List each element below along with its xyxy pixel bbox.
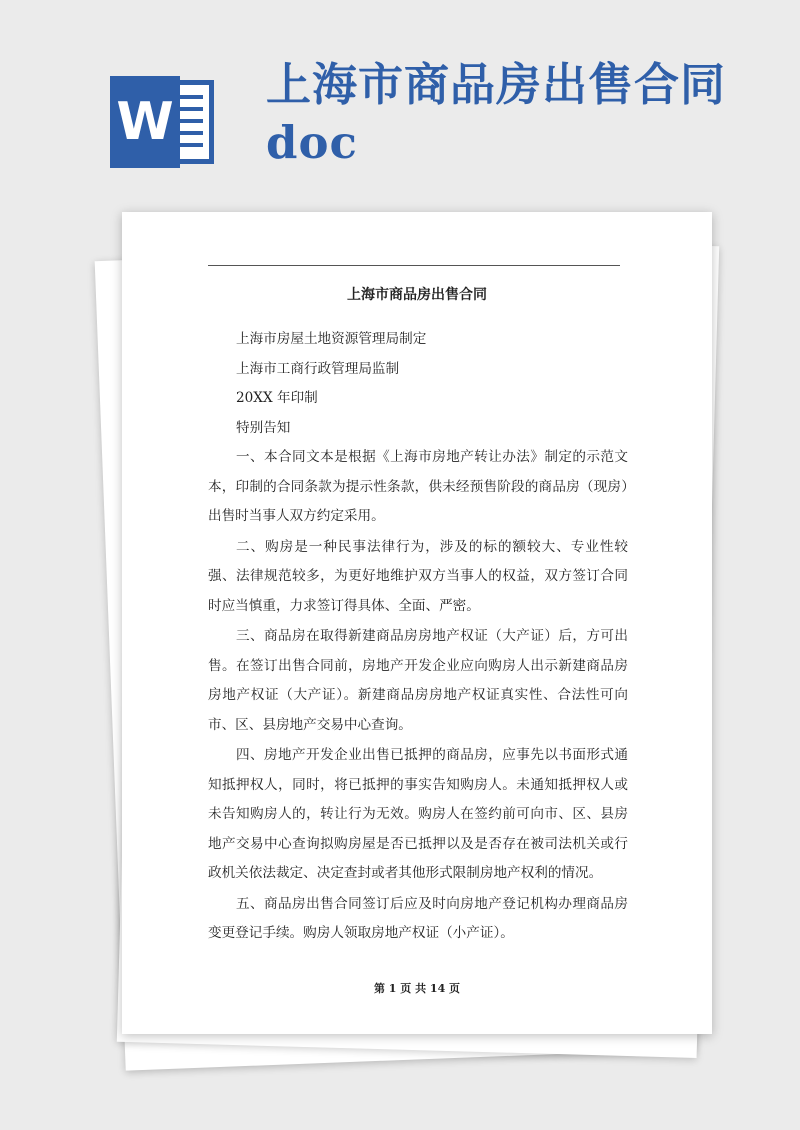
paragraph: 一、本合同文本是根据《上海市房地产转让办法》制定的示范文本，印制的合同条款为提示性条款，供未经预售阶段的商品房（现房）出售时当事人双方约定采用。 bbox=[208, 449, 628, 524]
page-number: 第 1 页 共 14 页 bbox=[373, 982, 461, 995]
word-document-icon bbox=[110, 72, 220, 172]
contract-heading: 上海市商品房出售合同 bbox=[347, 287, 487, 303]
paragraph: 四、房地产开发企业出售已抵押的商品房，应事先以书面形式通知抵押权人，同时，将已抵押的事实告知购房人。未通知抵押权人或未告知购房人的，转让行为无效。购房人在签约前可向市、区、县房地产交易中心查询拟购房屋是否已抵押以及是否存在被司法机关或行政机关依法裁定、决定查封或者其他形式限制房地产权利的情况。 bbox=[208, 747, 628, 881]
document-page bbox=[122, 212, 712, 1034]
paragraph: 二、购房是一种民事法律行为，涉及的标的额较大、专业性较强、法律规范较多，为更好地维护双方当事人的权益，双方签订合同时应当慎重，力求签订得具体、全面、严密。 bbox=[208, 538, 628, 614]
paragraph: 20XX 年印制 bbox=[236, 390, 318, 406]
paragraph: 上海市工商行政管理局监制 bbox=[236, 360, 400, 377]
paragraph: 特别告知 bbox=[236, 419, 291, 436]
document-title: 上海市商品房出售合同doc bbox=[266, 58, 727, 169]
paragraph: 三、商品房在取得新建商品房房地产权证（大产证）后，方可出售。在签订出售合同前，房地产开发企业应向购房人出示新建商品房房地产权证（大产证）。新建商品房房地产权证真实性、合法性可向市、区、县房地产交易中心查询。 bbox=[208, 628, 628, 733]
header-rule bbox=[208, 265, 620, 266]
contract-body bbox=[208, 325, 628, 949]
paragraph: 上海市房屋土地资源管理局制定 bbox=[236, 331, 427, 347]
paragraph: 五、商品房出售合同签订后应及时向房地产登记机构办理商品房变更登记手续。购房人领取房地产权证（小产证）。 bbox=[208, 895, 628, 941]
word-logo-letter: W bbox=[110, 76, 180, 168]
